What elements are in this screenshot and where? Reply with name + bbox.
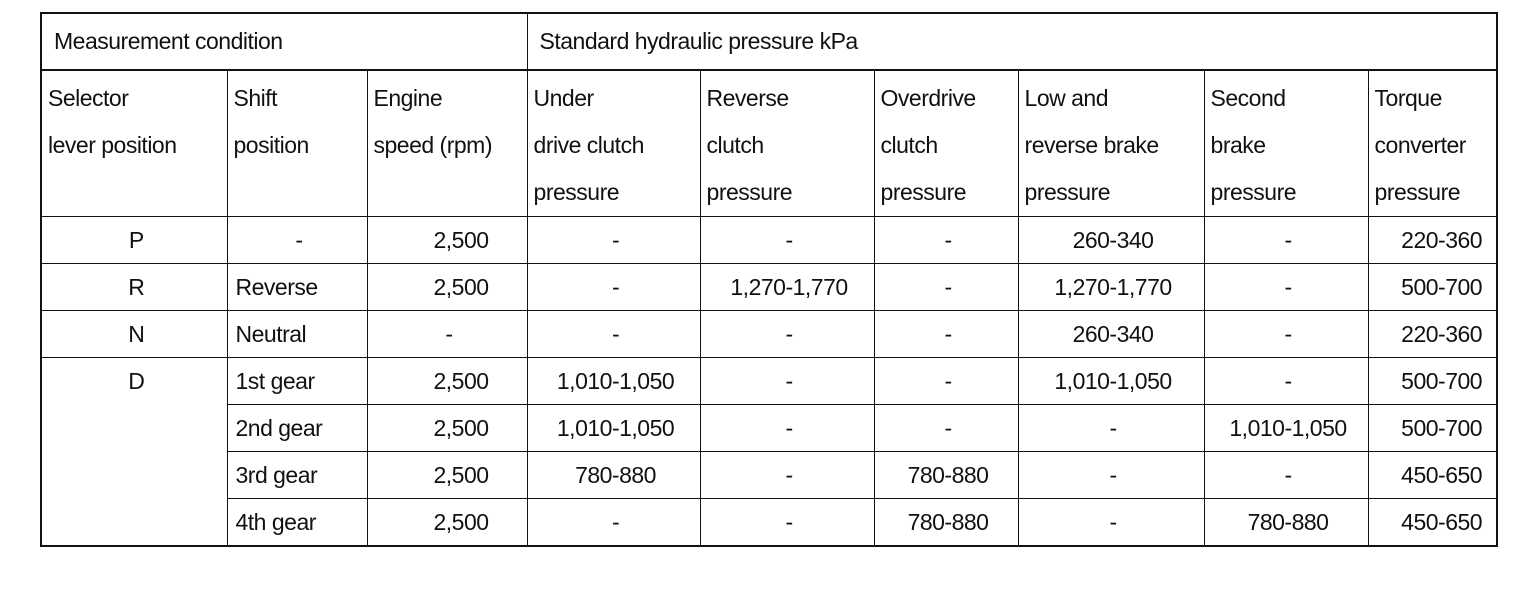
underdrive-cell: 1,010-1,050 <box>527 358 700 405</box>
engine-speed-cell: 2,500 <box>367 499 527 547</box>
torque-converter-cell: 220-360 <box>1368 311 1497 358</box>
selector-cell <box>41 405 227 452</box>
underdrive-cell: - <box>527 217 700 264</box>
torque-converter-cell: 220-360 <box>1368 217 1497 264</box>
col-header-second-brake-pressure: Second brake pressure <box>1204 70 1368 217</box>
col-header-selector-lever-position: Selector lever position <box>41 70 227 217</box>
underdrive-cell: 780-880 <box>527 452 700 499</box>
underdrive-cell: - <box>527 264 700 311</box>
reverse-clutch-cell: - <box>700 452 874 499</box>
second-brake-cell: - <box>1204 264 1368 311</box>
engine-speed-cell: 2,500 <box>367 217 527 264</box>
second-brake-cell: - <box>1204 311 1368 358</box>
shift-cell: 1st gear <box>227 358 367 405</box>
selector-cell: R <box>41 264 227 311</box>
reverse-clutch-cell: - <box>700 311 874 358</box>
col-header-shift-position: Shift position <box>227 70 367 217</box>
engine-speed-cell: 2,500 <box>367 452 527 499</box>
low-reverse-brake-cell: 260-340 <box>1018 311 1204 358</box>
table-row <box>41 499 1497 547</box>
torque-converter-cell: 450-650 <box>1368 452 1497 499</box>
underdrive-cell: 1,010-1,050 <box>527 405 700 452</box>
torque-converter-cell: 450-650 <box>1368 499 1497 547</box>
shift-cell: 4th gear <box>227 499 367 547</box>
low-reverse-brake-cell: - <box>1018 405 1204 452</box>
col-header-reverse-clutch-pressure: Reverse clutch pressure <box>700 70 874 217</box>
overdrive-cell: 780-880 <box>874 452 1018 499</box>
second-brake-cell: - <box>1204 358 1368 405</box>
column-header-row <box>41 70 1497 217</box>
measurement-condition-header: Measurement condition <box>41 13 527 70</box>
underdrive-cell: - <box>527 311 700 358</box>
shift-cell: Neutral <box>227 311 367 358</box>
shift-cell: Reverse <box>227 264 367 311</box>
torque-converter-cell: 500-700 <box>1368 405 1497 452</box>
underdrive-cell: - <box>527 499 700 547</box>
reverse-clutch-cell: - <box>700 217 874 264</box>
group-header-row <box>41 13 1497 70</box>
overdrive-cell: - <box>874 405 1018 452</box>
col-header-overdrive-clutch-pressure: Overdrive clutch pressure <box>874 70 1018 217</box>
overdrive-cell: - <box>874 217 1018 264</box>
col-header-underdrive-clutch-pressure: Under drive clutch pressure <box>527 70 700 217</box>
torque-converter-cell: 500-700 <box>1368 358 1497 405</box>
low-reverse-brake-cell: 260-340 <box>1018 217 1204 264</box>
shift-cell: 3rd gear <box>227 452 367 499</box>
selector-cell: N <box>41 311 227 358</box>
col-header-low-reverse-brake-pressure: Low and reverse brake pressure <box>1018 70 1204 217</box>
hydraulic-pressure-table <box>40 12 1498 547</box>
table-row <box>41 217 1497 264</box>
low-reverse-brake-cell: 1,010-1,050 <box>1018 358 1204 405</box>
reverse-clutch-cell: - <box>700 499 874 547</box>
standard-pressure-header: Standard hydraulic pressure kPa <box>527 13 1497 70</box>
second-brake-cell: 1,010-1,050 <box>1204 405 1368 452</box>
overdrive-cell: - <box>874 264 1018 311</box>
torque-converter-cell: 500-700 <box>1368 264 1497 311</box>
engine-speed-cell: 2,500 <box>367 264 527 311</box>
selector-cell: D <box>41 358 227 405</box>
overdrive-cell: 780-880 <box>874 499 1018 547</box>
table-row <box>41 264 1497 311</box>
shift-cell: - <box>227 217 367 264</box>
table-row <box>41 452 1497 499</box>
selector-cell: P <box>41 217 227 264</box>
second-brake-cell: - <box>1204 452 1368 499</box>
low-reverse-brake-cell: - <box>1018 499 1204 547</box>
col-header-torque-converter-pressure: Torque converter pressure <box>1368 70 1497 217</box>
selector-cell <box>41 452 227 499</box>
overdrive-cell: - <box>874 311 1018 358</box>
engine-speed-cell: 2,500 <box>367 358 527 405</box>
table-row <box>41 358 1497 405</box>
table-row <box>41 311 1497 358</box>
overdrive-cell: - <box>874 358 1018 405</box>
second-brake-cell: - <box>1204 217 1368 264</box>
reverse-clutch-cell: 1,270-1,770 <box>700 264 874 311</box>
reverse-clutch-cell: - <box>700 405 874 452</box>
shift-cell: 2nd gear <box>227 405 367 452</box>
reverse-clutch-cell: - <box>700 358 874 405</box>
engine-speed-cell: - <box>367 311 527 358</box>
col-header-engine-speed: Engine speed (rpm) <box>367 70 527 217</box>
second-brake-cell: 780-880 <box>1204 499 1368 547</box>
engine-speed-cell: 2,500 <box>367 405 527 452</box>
low-reverse-brake-cell: - <box>1018 452 1204 499</box>
table-row <box>41 405 1497 452</box>
low-reverse-brake-cell: 1,270-1,770 <box>1018 264 1204 311</box>
selector-cell <box>41 499 227 547</box>
